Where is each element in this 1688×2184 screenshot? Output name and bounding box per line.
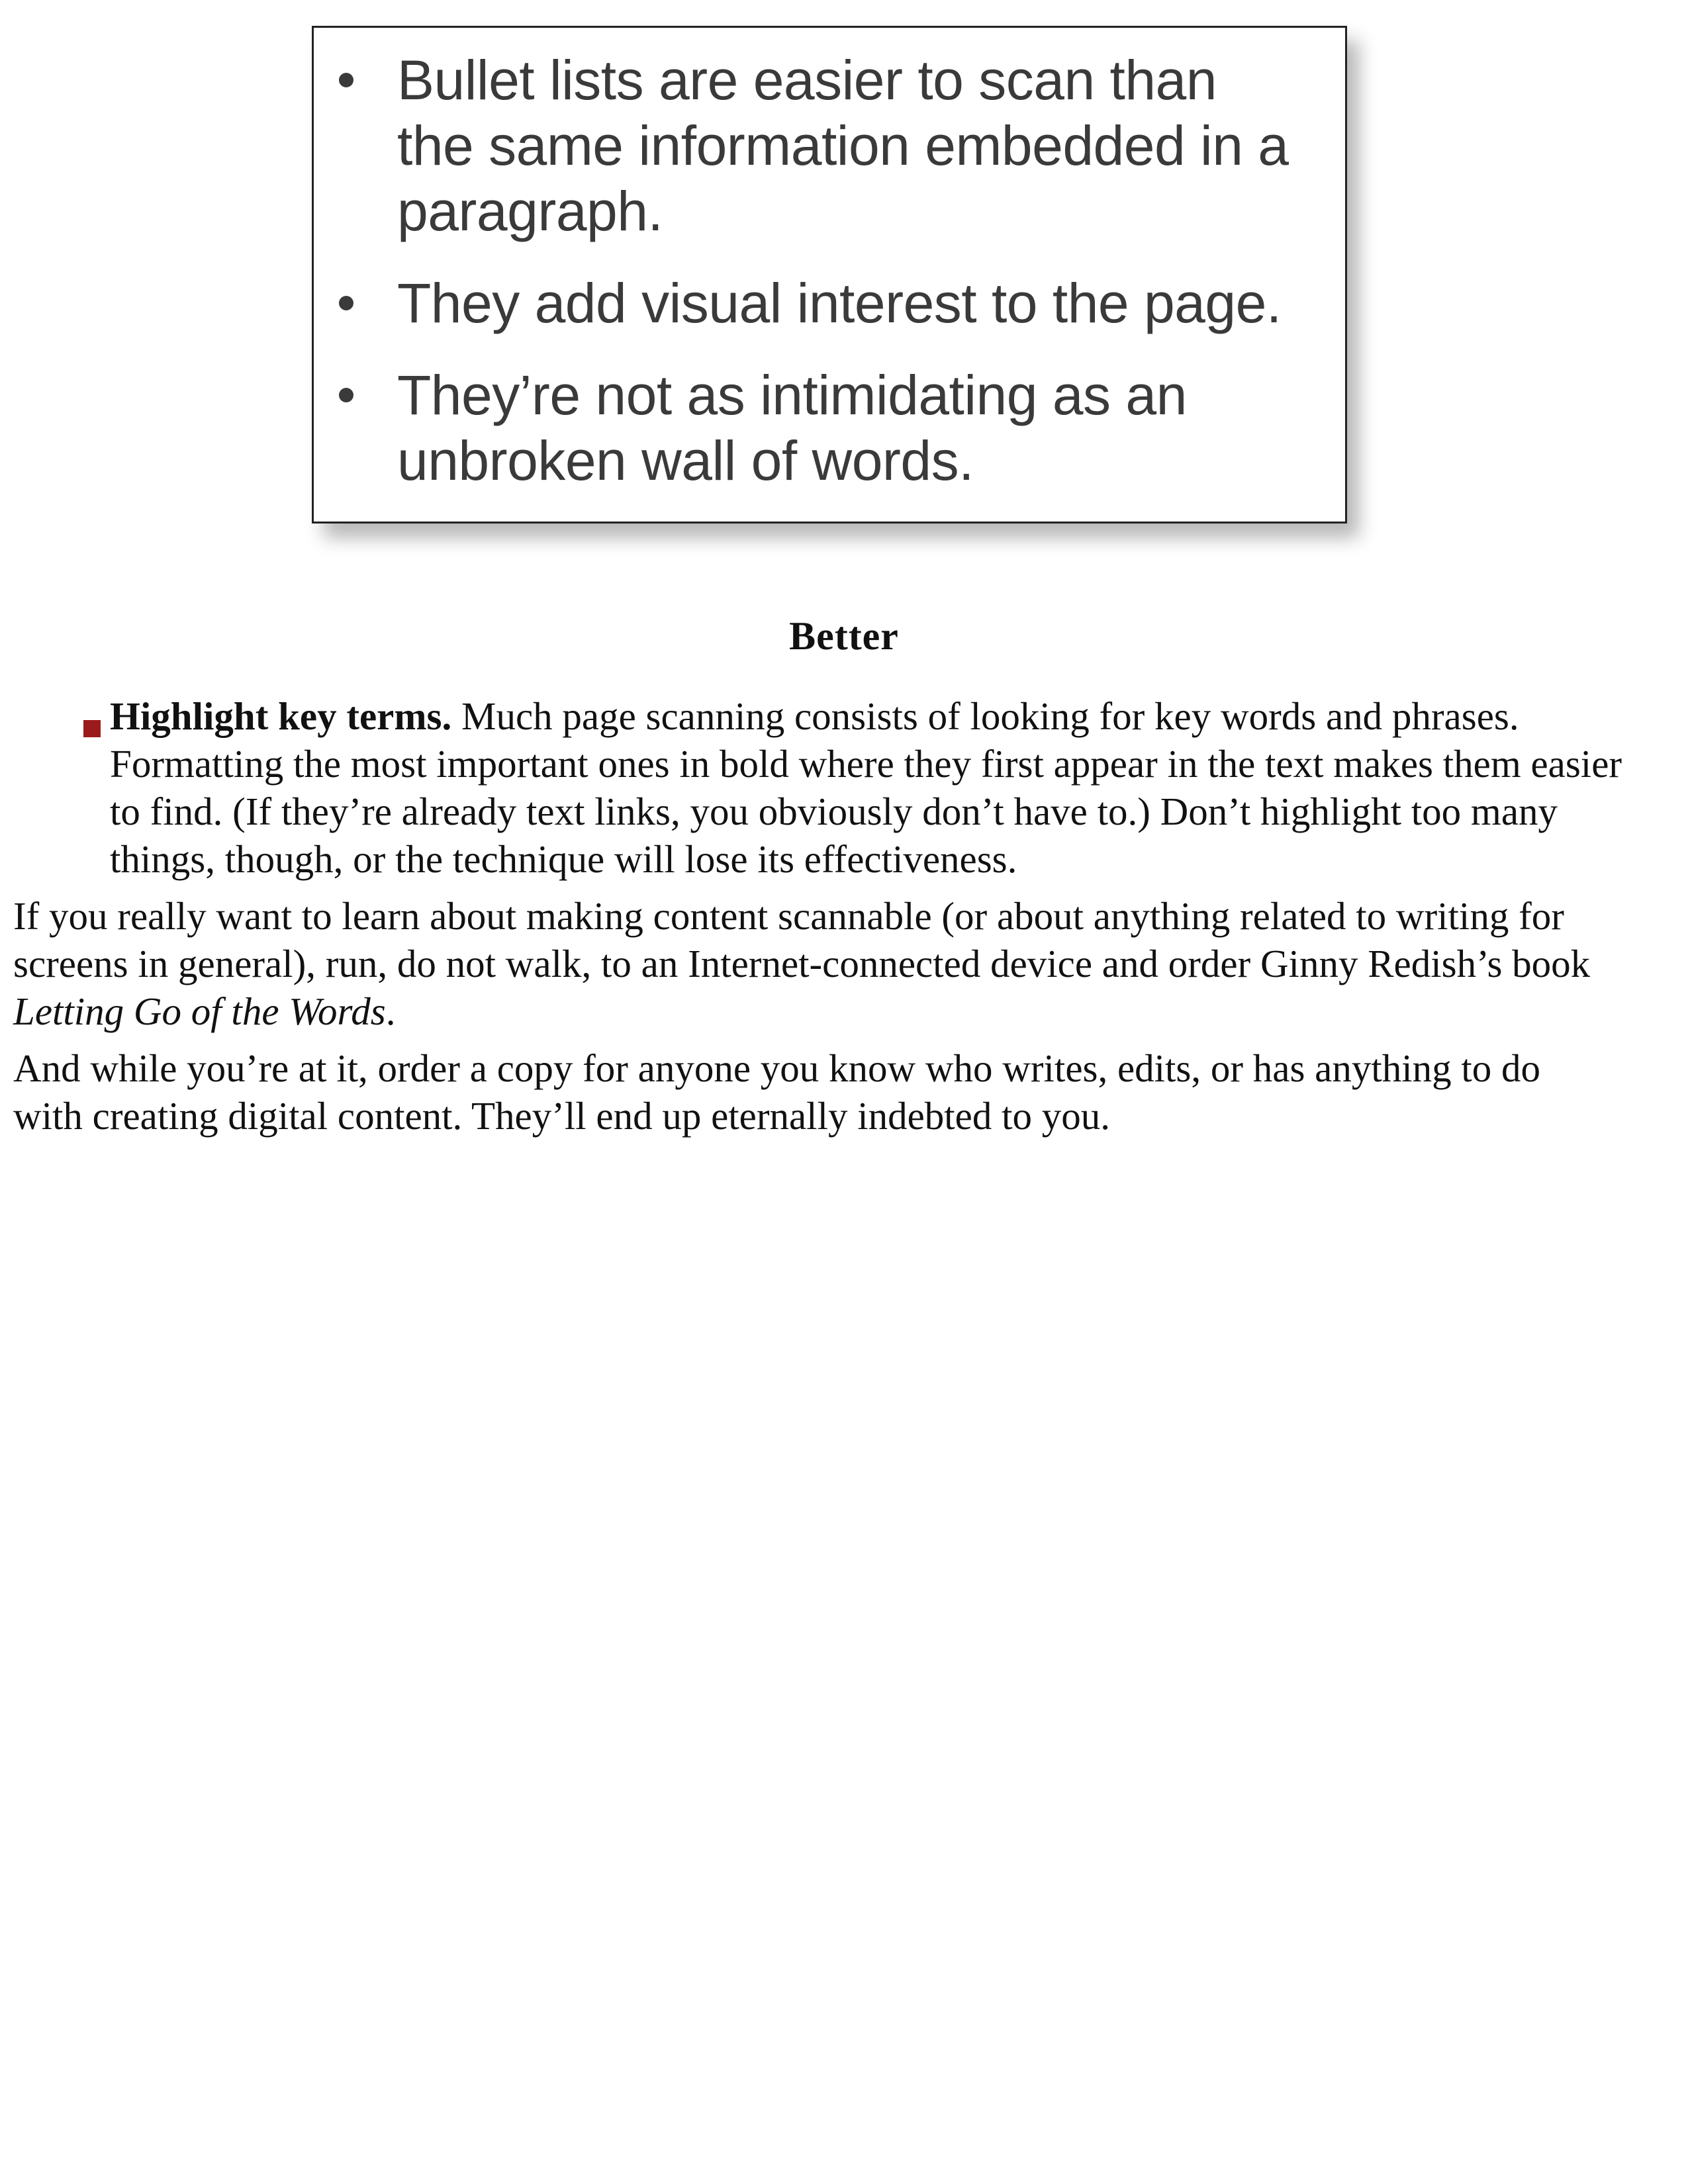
paragraph-line: If you really want to learn about making content scannable (or about anything related to writing for: [13, 894, 1564, 938]
bullet-dot-icon: [339, 73, 353, 87]
bullet-line-rest: Much page scanning consists of looking for key words and phrases.: [451, 694, 1519, 738]
figure-bullet-list: [326, 48, 1319, 494]
paragraph-book-recommendation: [13, 892, 1668, 1035]
book-title-suffix: .: [385, 989, 396, 1033]
paragraph-line: And while you’re at it, order a copy for anyone you know who writes, edits, or has anything to do: [13, 1046, 1541, 1090]
paragraph-line: screens in general), run, do not walk, to an Internet-connected device and order Ginny Redish’s book: [13, 942, 1591, 985]
figure-item-line: paragraph.: [397, 180, 663, 242]
figure-caption: Better: [789, 614, 899, 658]
bullet-dot-icon: [339, 388, 353, 402]
bullet-item-highlight-key-terms: [110, 692, 1672, 883]
paragraph-order-copy: [13, 1044, 1668, 1140]
square-bullet-icon: [83, 720, 101, 737]
figure-list-item: [326, 271, 1319, 336]
bold-lead-term: Highlight key terms.: [110, 694, 452, 738]
bullet-line: things, though, or the technique will lose its effectiveness.: [110, 837, 1017, 881]
figure-list-item: [326, 48, 1319, 244]
figure-item-line: unbroken wall of words.: [397, 430, 974, 492]
figure-item-line: They’re not as intimidating as an: [397, 364, 1187, 426]
figure-item-line: Bullet lists are easier to scan than: [397, 49, 1217, 111]
bullet-line: Formatting the most important ones in bold where they first appear in the text makes them easier: [110, 742, 1622, 786]
bullet-dot-icon: [339, 296, 353, 310]
paragraph-line-book-title: [13, 987, 1668, 1035]
bullet-first-line: [110, 692, 1672, 740]
figure-list-item: [326, 363, 1319, 494]
bullet-line: to find. (If they’re already text links, you obviously don’t have to.) Don’t highlight too many: [110, 790, 1558, 833]
figure-item-line: the same information embedded in a: [397, 114, 1289, 177]
book-title: Letting Go of the Words: [13, 989, 386, 1033]
figure-item-line: They add visual interest to the page.: [397, 272, 1282, 334]
paragraph-line: with creating digital content. They’ll end up eternally indebted to you.: [13, 1094, 1111, 1138]
example-figure: [312, 26, 1347, 523]
